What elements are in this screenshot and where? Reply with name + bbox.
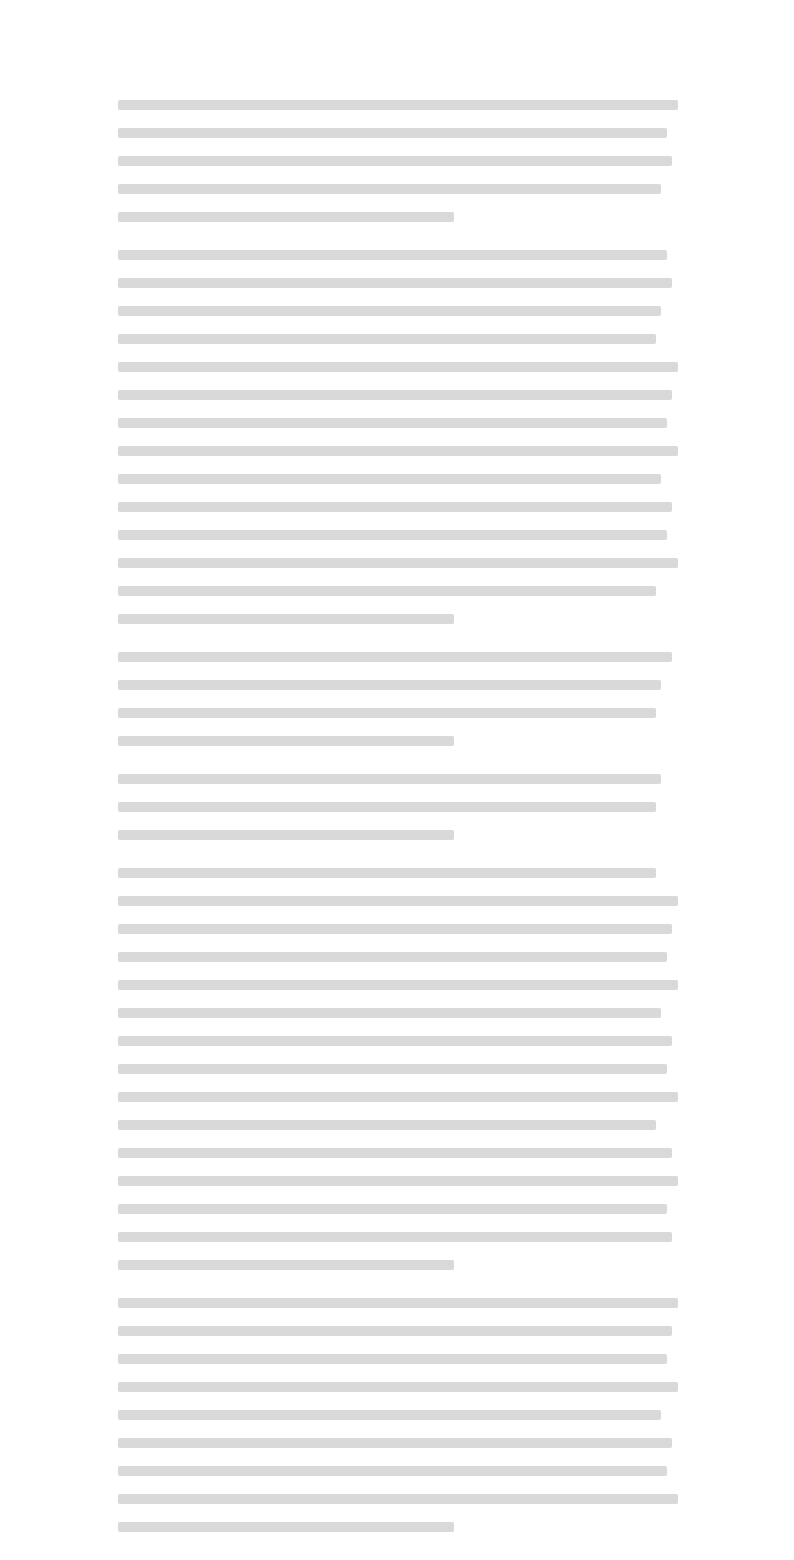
text-line-placeholder xyxy=(118,1466,678,1488)
paragraph xyxy=(118,868,678,1282)
text-line-placeholder xyxy=(118,502,678,524)
text-line-placeholder xyxy=(118,390,678,412)
paragraph xyxy=(118,652,678,758)
paragraph xyxy=(118,1298,678,1544)
text-line-placeholder xyxy=(118,1260,678,1282)
text-line-placeholder xyxy=(118,558,678,580)
text-line-placeholder xyxy=(118,278,678,300)
text-line-placeholder xyxy=(118,1522,678,1544)
text-line-placeholder xyxy=(118,1064,678,1086)
text-line-placeholder xyxy=(118,830,678,852)
text-line-placeholder xyxy=(118,680,678,702)
text-line-placeholder xyxy=(118,1092,678,1114)
text-line-placeholder xyxy=(118,736,678,758)
text-line-placeholder xyxy=(118,306,678,328)
text-line-placeholder xyxy=(118,474,678,496)
text-line-placeholder xyxy=(118,1036,678,1058)
paragraph xyxy=(118,100,678,234)
text-line-placeholder xyxy=(118,708,678,730)
text-line-placeholder xyxy=(118,614,678,636)
text-line-placeholder xyxy=(118,128,678,150)
text-line-placeholder xyxy=(118,1176,678,1198)
text-line-placeholder xyxy=(118,184,678,206)
text-line-placeholder xyxy=(118,446,678,468)
paragraph xyxy=(118,774,678,852)
text-line-placeholder xyxy=(118,774,678,796)
text-line-placeholder xyxy=(118,156,678,178)
text-line-placeholder xyxy=(118,1298,678,1320)
text-line-placeholder xyxy=(118,1354,678,1376)
text-line-placeholder xyxy=(118,362,678,384)
text-line-placeholder xyxy=(118,924,678,946)
text-body xyxy=(118,94,678,1560)
text-line-placeholder xyxy=(118,652,678,674)
text-line-placeholder xyxy=(118,1008,678,1030)
text-line-placeholder xyxy=(118,1438,678,1460)
text-line-placeholder xyxy=(118,1148,678,1170)
paragraph xyxy=(118,250,678,636)
text-line-placeholder xyxy=(118,100,678,122)
text-line-placeholder xyxy=(118,1120,678,1142)
text-line-placeholder xyxy=(118,418,678,440)
text-line-placeholder xyxy=(118,250,678,272)
text-line-placeholder xyxy=(118,1326,678,1348)
text-line-placeholder xyxy=(118,1494,678,1516)
text-line-placeholder xyxy=(118,952,678,974)
text-line-placeholder xyxy=(118,334,678,356)
text-line-placeholder xyxy=(118,1232,678,1254)
text-line-placeholder xyxy=(118,212,678,234)
text-line-placeholder xyxy=(118,868,678,890)
text-line-placeholder xyxy=(118,1410,678,1432)
text-line-placeholder xyxy=(118,586,678,608)
text-line-placeholder xyxy=(118,896,678,918)
text-line-placeholder xyxy=(118,980,678,1002)
text-line-placeholder xyxy=(118,530,678,552)
text-line-placeholder xyxy=(118,1204,678,1226)
text-line-placeholder xyxy=(118,1382,678,1404)
text-line-placeholder xyxy=(118,802,678,824)
